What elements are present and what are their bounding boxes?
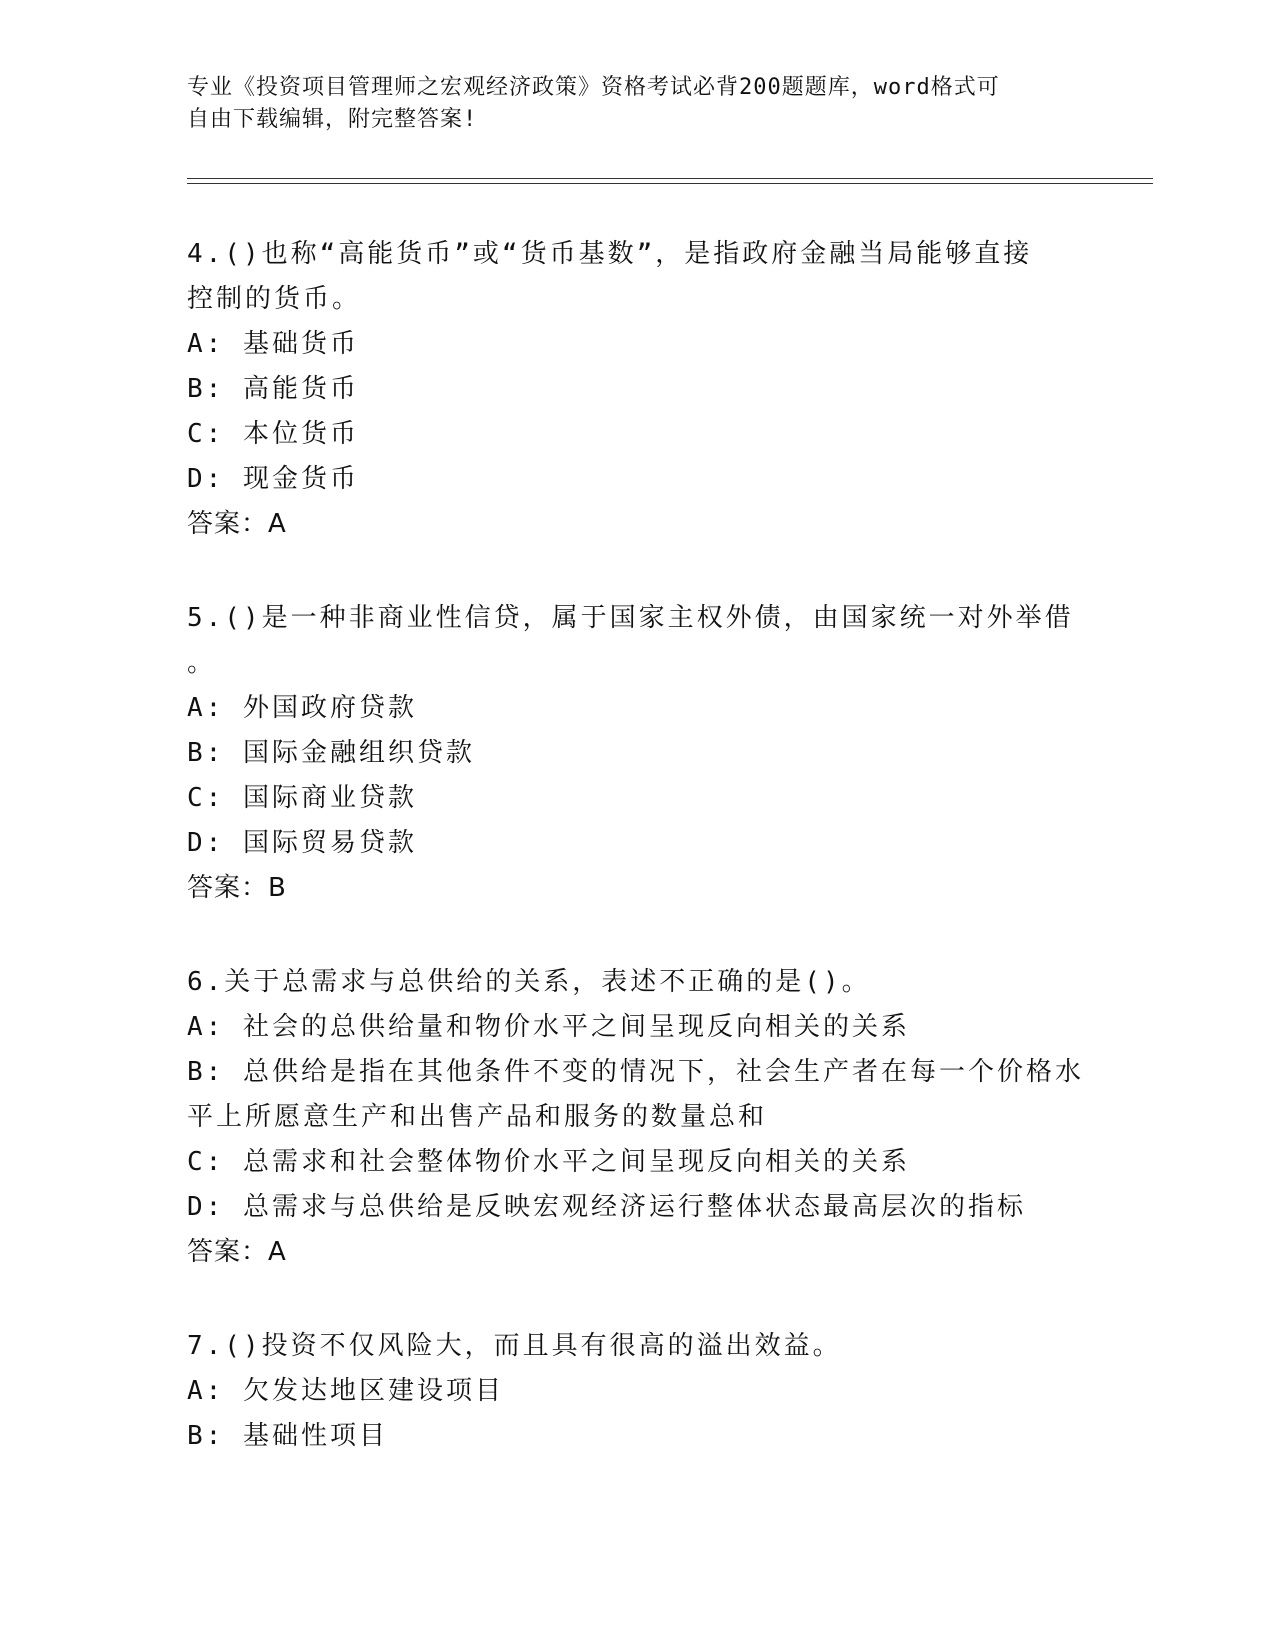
option-b: B: 国际金融组织贷款 <box>187 738 475 768</box>
question-stem-line: 7.()投资不仅风险大，而且具有很高的溢出效益。 <box>187 1331 842 1361</box>
header-divider-top <box>187 178 1153 179</box>
question-stem-line: 6.关于总需求与总供给的关系，表述不正确的是()。 <box>187 967 871 997</box>
answer-line: 答案：B <box>187 873 287 903</box>
question-5 <box>187 596 1077 911</box>
option-b: B: 基础性项目 <box>187 1421 388 1451</box>
option-c: C: 总需求和社会整体物价水平之间呈现反向相关的关系 <box>187 1147 910 1177</box>
option-d: D: 现金货币 <box>187 464 359 494</box>
option-a: A: 外国政府贷款 <box>187 693 417 723</box>
question-stem-line: 。 <box>187 648 217 678</box>
option-b: B: 总供给是指在其他条件不变的情况下，社会生产者在每一个价格水 <box>187 1057 1084 1087</box>
document-header <box>187 72 1067 136</box>
option-c: C: 国际商业贷款 <box>187 783 417 813</box>
option-a: A: 社会的总供给量和物价水平之间呈现反向相关的关系 <box>187 1012 910 1042</box>
option-b-continued: 平上所愿意生产和出售产品和服务的数量总和 <box>187 1102 768 1132</box>
question-6 <box>187 960 1084 1275</box>
option-b: B: 高能货币 <box>187 374 359 404</box>
question-stem-line: 4.()也称“高能货币”或“货币基数”，是指政府金融当局能够直接 <box>187 239 1033 269</box>
header-divider-bottom <box>187 183 1153 184</box>
option-a: A: 基础货币 <box>187 329 359 359</box>
answer-line: 答案：A <box>187 509 287 539</box>
answer-line: 答案：A <box>187 1237 287 1267</box>
question-stem-line: 5.()是一种非商业性信贷，属于国家主权外债，由国家统一对外举借 <box>187 603 1074 633</box>
option-c: C: 本位货币 <box>187 419 359 449</box>
question-4 <box>187 232 1077 547</box>
option-d: D: 国际贸易贷款 <box>187 828 417 858</box>
header-line-2: 自由下载编辑，附完整答案! <box>187 107 478 132</box>
header-line-1: 专业《投资项目管理师之宏观经济政策》资格考试必背200题题库，word格式可 <box>187 75 1000 100</box>
option-d: D: 总需求与总供给是反映宏观经济运行整体状态最高层次的指标 <box>187 1192 1026 1222</box>
option-a: A: 欠发达地区建设项目 <box>187 1376 504 1406</box>
question-stem-line: 控制的货币。 <box>187 284 362 314</box>
question-7 <box>187 1324 1077 1459</box>
